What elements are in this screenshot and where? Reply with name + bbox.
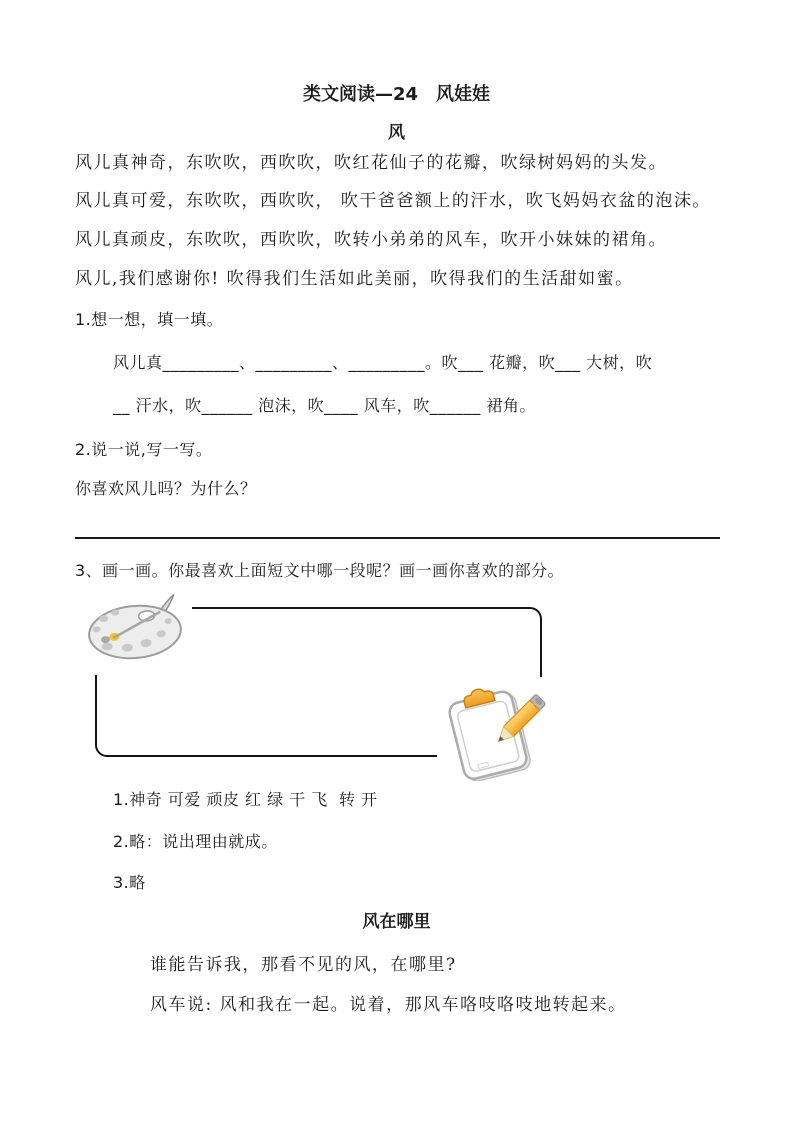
poem-line-3: 风儿真顽皮，东吹吹，西吹吹，吹转小弟弟的风车，吹开小妹妹的裙角。 [75, 230, 667, 250]
clipboard-pencil-svg [437, 677, 561, 781]
question-3-label: 3、画一画。你最喜欢上面短文中哪一段呢？画一画你喜欢的部分。 [75, 561, 565, 580]
doc-title: 类文阅读—24 风娃娃 [302, 84, 491, 105]
answer-3: 3.略 [113, 873, 146, 892]
question-1-label: 1.想一想，填一填。 [75, 310, 224, 329]
paint-palette-svg [82, 591, 192, 675]
section-2-title: 风在哪里 [362, 912, 431, 932]
poem-line-1: 风儿真神奇，东吹吹，西吹吹，吹红花仙子的花瓣，吹绿树妈妈的头发。 [75, 153, 667, 173]
paint-palette-icon [82, 591, 192, 675]
fill-blank-line-2: __ 汗水，吹______ 泡沫，吹____ 风车，吹______ 裙角。 [113, 396, 536, 415]
question-2-label: 2.说一说,写一写。 [75, 440, 213, 459]
section-2-line-2: 风车说: 风和我在一起。说着，那风车咯吱咯吱地转起来。 [150, 995, 627, 1015]
answer-2: 2.略：说出理由就成。 [113, 832, 278, 851]
section-divider [75, 537, 720, 539]
section-2-line-1: 谁能告诉我，那看不见的风，在哪里? [150, 955, 457, 975]
poem-line-2: 风儿真可爱，东吹吹，西吹吹， 吹干爸爸额上的汗水，吹飞妈妈衣盆的泡沫。 [75, 191, 711, 211]
poem-line-4: 风儿,我们感谢你! 吹得我们生活如此美丽，吹得我们的生活甜如蜜。 [75, 269, 634, 289]
poem-title: 风 [388, 123, 405, 143]
answer-1: 1.神奇 可爱 顽皮 红 绿 干 飞 转 开 [113, 790, 378, 809]
clipboard-pencil-icon [437, 677, 561, 781]
fill-blank-line-1: 风儿真_________、_________、_________。吹___ 花瓣，吹___ 大树，吹 [113, 353, 653, 372]
question-2-prompt: 你喜欢风儿吗？为什么？ [75, 479, 257, 498]
